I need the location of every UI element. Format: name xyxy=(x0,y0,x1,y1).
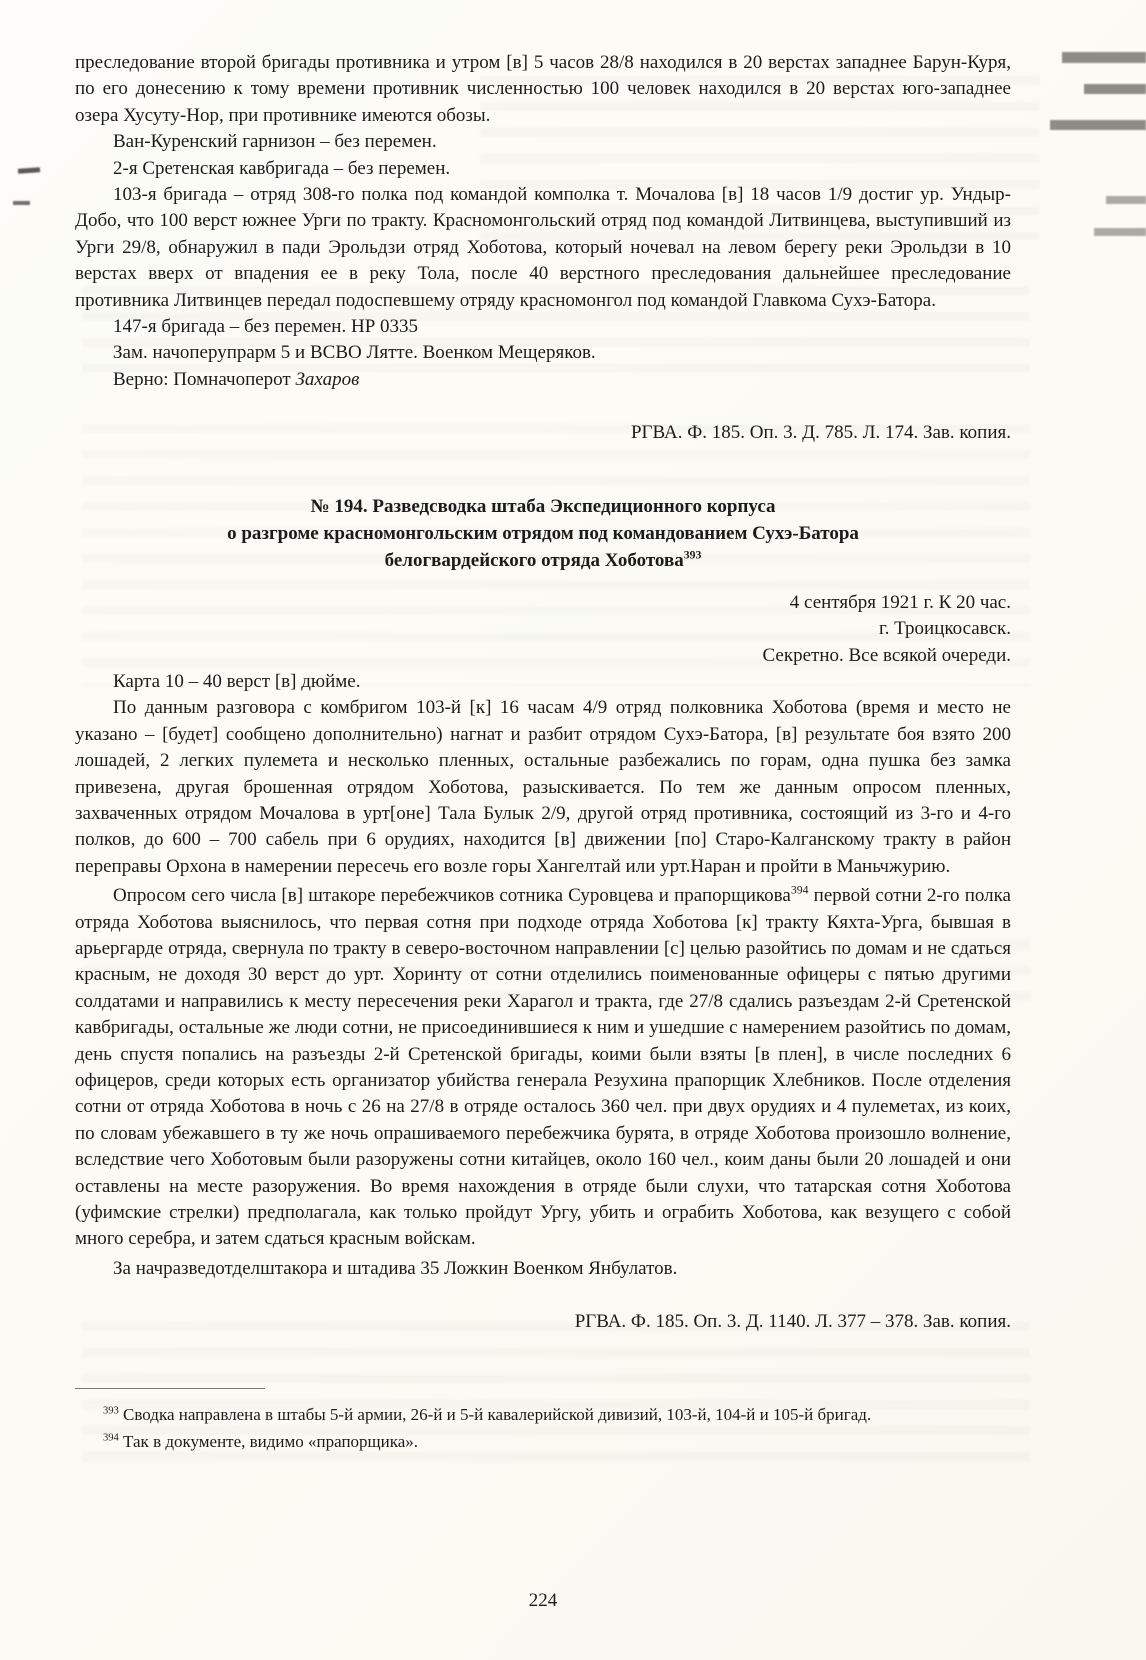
brigade-147-line: 147-я бригада – без перемен. НР 0335 xyxy=(113,316,419,338)
scan-smudge xyxy=(1084,84,1146,94)
dateline-place: г. Троицкосавск. xyxy=(879,618,1011,640)
footnote-separator xyxy=(75,1388,265,1389)
signature-line: Зам. начоперупрарм 5 и ВСВО Лятте. Военком Мещеряков. xyxy=(113,342,596,364)
page-number: 224 xyxy=(528,1590,558,1611)
scan-smudge xyxy=(1050,120,1146,130)
scan-smudge xyxy=(1106,196,1146,204)
archive-reference-785: РГВА. Ф. 185. Оп. 3. Д. 785. Л. 174. Зав. копия. xyxy=(630,422,1011,444)
report-signature-line: За начразведотделштакора и штадива 35 Ложкин Военком Янбулатов. xyxy=(113,1257,678,1279)
scan-smudge xyxy=(1062,52,1146,63)
map-scale-line: Карта 10 – 40 верст [в] дюйме. xyxy=(113,670,361,692)
doc-194-heading xyxy=(75,493,1011,574)
heading-line-3 xyxy=(75,547,1011,574)
certification-label: Верно: Помначоперот xyxy=(113,368,296,390)
sretenskaya-brigade-line: 2-я Сретенская кавбригада – без перемен. xyxy=(113,157,451,179)
van-kuren-garrison-line: Ван-Куренский гарнизон – без перемен. xyxy=(113,131,437,153)
certification-line xyxy=(75,367,1011,393)
footnote-394-text: Так в документе, видимо «прапорщика». xyxy=(118,1431,419,1451)
heading-line-2: о разгроме красномонгольским отрядом под командованием Сухэ-Батора xyxy=(227,522,859,544)
footnotes-section xyxy=(75,1401,1011,1455)
footnote-393-text: Сводка направлена в штабы 5-й армии, 26-й и 5-й кавалерийской дивизий, 103-й, 104-й и 105-й бригад. xyxy=(118,1404,872,1424)
brigade-103-paragraph: 103-я бригада – отряд 308-го полка под командой комполка т. Мочалова [в] 18 часов 1/9 достиг ур. Ундыр-Добо, что 100 верст южнее Урги по тракту. Красномонгольский отряд под командой Литвинцева, выступивший из Урги 29/8, обнаружил в пади Эрольдзи отряд Хоботова, который ночевал на левом берегу реки Эрольдзи в 10 верстах вверх от впадения ее в реку Тола, после 40 верстного преследования дальнейшее преследование противника Литвинцев передал подоспевшему отряду красномонгол под командой Главкома Сухэ-Батора. xyxy=(75,184,1011,311)
footnote-394-marker: 394 xyxy=(103,1432,119,1443)
footnote-393-marker-ref: 393 xyxy=(683,548,702,562)
certifier-name: Захаров xyxy=(295,368,360,390)
scan-smudge xyxy=(1094,228,1146,236)
footnote-393-marker: 393 xyxy=(103,1405,119,1416)
footnote-394-marker-ref: 394 xyxy=(790,883,809,897)
text-block xyxy=(75,50,1011,1455)
report-paragraph-2-part1: Опросом сего числа [в] штакоре перебежчиков сотника Суровцева и прапорщикова xyxy=(113,885,791,907)
scan-smudge xyxy=(18,167,40,174)
continuation-paragraph: преследование второй бригады противника и утром [в] 5 часов 28/8 находился в 20 верстах западнее Барун-Куря, по его донесению к тому времени противник численностью 100 человек находился в 20 верстах юго-западнее озера Хусуту-Нор, при противнике имеются обозы. xyxy=(75,52,1011,126)
heading-line-1: № 194. Разведсводка штаба Экспедиционного корпуса xyxy=(310,495,776,517)
report-paragraph-2 xyxy=(75,883,1011,1253)
dateline-block xyxy=(75,590,1011,669)
report-paragraph-1: По данным разговора с комбригом 103-й [к] 16 часам 4/9 отряд полковника Хоботова (время и место не указано – [будет] сообщено дополнительно) нагнат и разбит отрядом Сухэ-Батора, [в] результате боя взято 200 лошадей, 2 легких пулемета и несколько пленных, остальные разбежались по горам, одна пушка без замка привезена, другая брошенная отрядом Хоботова, разыскивается. По тем же данным опросом пленных, захваченных отрядом Мочалова в урт[оне] Тала Булык 2/9, другой отряд противника, состоящий из 3-го и 4-го полков, до 600 – 700 сабель при 6 орудиях, находится [в] движении [по] Старо-Калганскому тракту в район переправы Орхона в намерении пересечь его возле горы Хангелтай или урт.Наран и пройти в Маньчжурию. xyxy=(75,697,1011,877)
report-paragraph-2-part2: первой сотни 2-го полка отряда Хоботова выяснилось, что первая сотня при подходе отряда Хоботова [к] тракту Кяхта-Урга, бывшая в арьергарде отряда, свернула по тракту в северо-восточном направлении [с] целью разойтись по домам и не сдаться красным, не доходя 30 верст до урт. Хоринту от сотни отделились поименованные офицеры с пятью другими солдатами и направились к месту пересечения реки Харагол и тракта, где 27/8 сдались разъездам 2-й Сретенской кавбригады, остальные же люди сотни, не присоединившиеся к ним и ушедшие с намерением разойтись по домам, день спустя попались на разъезды 2-й Сретенской бригады, коими были взяты [в плен], в числе последних 6 офицеров, среди которых есть организатор убийства генерала Резухина прапорщик Хлебников. После отделения сотни от отряда Хоботова в ночь с 26 на 27/8 в отряде осталось 360 чел. при двух орудиях и 4 пулеметах, из коих, по словам убежавшего в ту же ночь опрашиваемого перебежчика бурята, в отряде Хоботова произошло волнение, вследствие чего Хоботовым были разоружены сотни китайцев, около 160 чел., коим даны были 20 лошадей и они оставлены на месте разоружения. Во время нахождения в отряде были слухи, что татарская сотня Хоботова (уфимские стрелки) предполагала, как только пройдут Ургу, убить и ограбить Хоботова, как везущего с собой много серебра, и затем сдаться красным войскам. xyxy=(75,885,1011,1250)
dateline-secrecy: Секретно. Все всякой очереди. xyxy=(762,644,1011,666)
footnote-394 xyxy=(75,1428,1011,1455)
heading-line-3-text: белогвардейского отряда Хоботова xyxy=(384,549,684,571)
archive-reference-1140: РГВА. Ф. 185. Оп. 3. Д. 1140. Л. 377 – 378. Зав. копия. xyxy=(574,1311,1011,1333)
scan-smudge xyxy=(13,201,30,205)
footnote-393 xyxy=(75,1401,1011,1428)
dateline-date: 4 сентября 1921 г. К 20 час. xyxy=(789,591,1011,613)
